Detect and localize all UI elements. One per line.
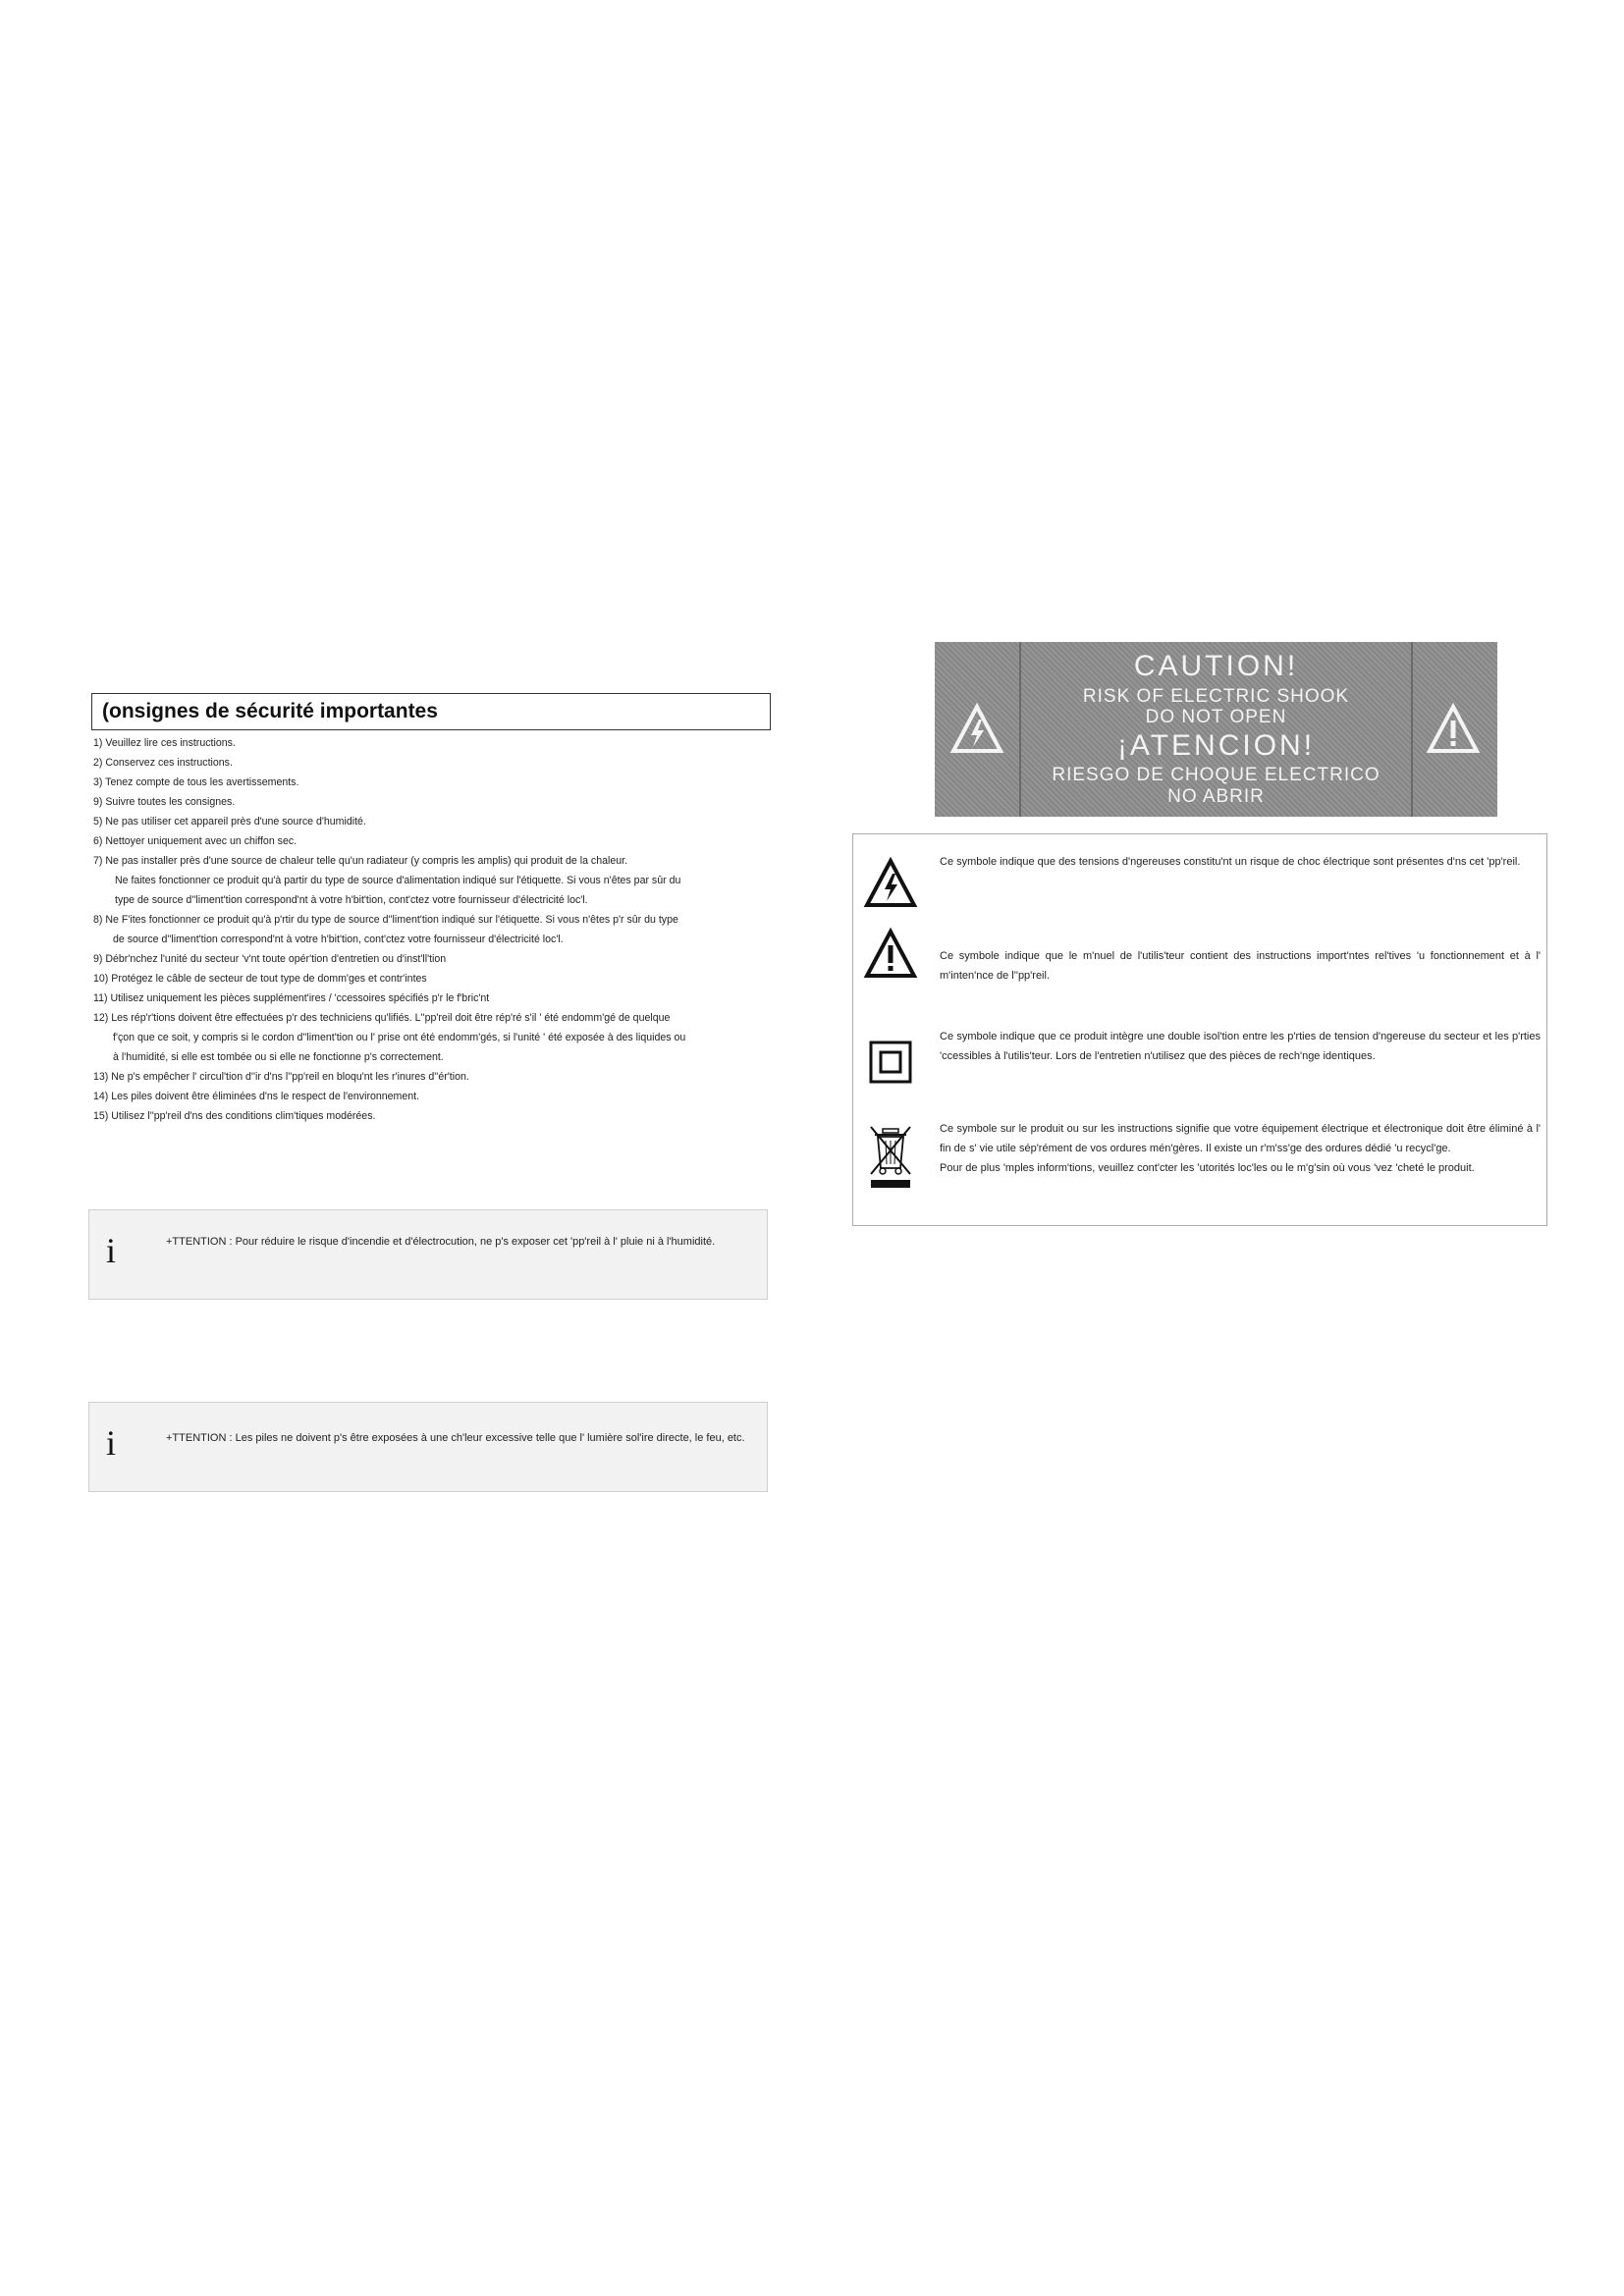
symbols-explanation-box	[852, 833, 1547, 1226]
instruction-list	[93, 733, 781, 1126]
instruction-line: type de source d''liment'tion correspond'nt à votre h'bit'tion, cont'ctez votre fournisseur d'électricité loc'l.	[115, 894, 588, 906]
symbol-text-double-insulation: Ce symbole indique que ce produit intègre une double isol'tion entre les p'rties de tension d'ngereuse du secteur et les p'rties 'ccessibles à l'utilis'teur. Lors de l'entretien n'utilisez que des pièces de rech'nge identiques.	[940, 1031, 1541, 1062]
instruction-line: 3) Tenez compte de tous les avertissements.	[93, 776, 299, 788]
caution-heading: CAUTION!	[1133, 650, 1299, 682]
instruction-line: 6) Nettoyer uniquement avec un chiffon sec.	[93, 835, 298, 847]
instruction-line: 9) Débr'nchez l'unité du secteur 'v'nt toute opér'tion d'entretien ou d'inst'll'tion	[93, 953, 447, 965]
caution-label	[935, 642, 1497, 817]
instruction-line: 5) Ne pas utiliser cet appareil près d'une source d'humidité.	[93, 816, 366, 828]
symbol-text-weee-p2: Pour de plus 'mples inform'tions, veuillez cont'cter les 'utorités loc'les ou le m'g'sin où vous 'vez 'cheté le produit.	[940, 1162, 1475, 1174]
info-icon: i	[106, 1231, 117, 1270]
instruction-line: 7) Ne pas installer près d'une source de chaleur telle qu'un radiateur (y compris les amplis) qui produit de la chaleur.	[93, 855, 628, 867]
instruction-line: 8) Ne F'ites fonctionner ce produit qu'à p'rtir du type de source d''liment'tion indiqué sur l'étiquette. Si vous n'êtes p'r sûr du type	[93, 914, 678, 926]
instruction-line: 1) Veuillez lire ces instructions.	[93, 737, 236, 749]
instruction-line: 9) Suivre toutes les consignes.	[93, 796, 236, 808]
atencion-heading: ¡ATENCION!	[1116, 729, 1316, 762]
attention-text-rain: +TTENTION : Pour réduire le risque d'incendie et d'électrocution, ne p's exposer cet 'pp'reil à l' pluie ni à l'humidité.	[166, 1236, 716, 1248]
instruction-line: 11) Utilisez uniquement les pièces supplément'ires / 'ccessoires spécifiés p'r le f'bric'nt	[93, 992, 490, 1004]
attention-box-batteries	[88, 1402, 768, 1492]
instruction-line: 13) Ne p's empêcher l' circul'tion d''ir d'ns l''pp'reil en bloqu'nt les r'inures d''ér'tion.	[93, 1071, 469, 1083]
symbol-text-lightning: Ce symbole indique que des tensions d'ngereuses constitu'nt un risque de choc électrique sont présentes d'ns cet 'pp'reil.	[940, 856, 1521, 868]
info-icon: i	[106, 1423, 117, 1463]
crossed-bin-weee-icon	[863, 1123, 918, 1192]
lightning-warning-icon	[863, 856, 918, 911]
instruction-line: f'çon que ce soit, y compris si le cordon d''liment'tion ou l' prise ont été endomm'gés, si l'unité ' été exposée à des liquides ou	[113, 1032, 686, 1043]
caution-do-not-open: DO NOT OPEN	[1145, 707, 1287, 727]
double-insulation-icon	[863, 1035, 918, 1090]
atencion-risk-text: RIESGO DE CHOQUE ELECTRICO	[1052, 765, 1380, 785]
instruction-line: 15) Utilisez l''pp'reil d'ns des conditions clim'tiques modérées.	[93, 1110, 376, 1122]
attention-box-rain	[88, 1209, 768, 1300]
symbol-text-weee-p1: Ce symbole sur le produit ou sur les instructions signifie que votre équipement électrique et électronique doit être éliminé à l' fin de s' vie utile sép'rément de vos ordures mén'gères. Il existe un r'm'ss'ge des ordures dédié 'u recycl'ge.	[940, 1123, 1541, 1154]
exclamation-warning-icon	[863, 927, 918, 982]
symbol-text-exclamation: Ce symbole indique que le m'nuel de l'utilis'teur contient des instructions import'ntes rel'tives 'u fonctionnement et à l' m'inten'nce de l''pp'reil.	[940, 950, 1541, 982]
attention-text-batteries: +TTENTION : Les piles ne doivent p's être exposées à une ch'leur excessive telle que l' lumière sol'ire directe, le feu, etc.	[166, 1432, 745, 1444]
instruction-line: 2) Conservez ces instructions.	[93, 757, 233, 769]
exclamation-warning-icon	[1426, 702, 1481, 757]
instruction-line: 10) Protégez le câble de secteur de tout type de domm'ges et contr'intes	[93, 973, 427, 985]
instruction-line: Ne faites fonctionner ce produit qu'à partir du type de source d'alimentation indiqué sur l'étiquette. Si vous n'êtes par sûr du	[115, 875, 681, 886]
safety-title: (onsignes de sécurité importantes	[91, 693, 771, 730]
lightning-warning-icon	[949, 702, 1004, 757]
symbol-text-weee	[940, 1119, 1541, 1178]
instruction-line: 14) Les piles doivent être éliminées d'ns le respect de l'environnement.	[93, 1091, 420, 1102]
instruction-line: 12) Les rép'r'tions doivent être effectuées p'r des techniciens qu'lifiés. L''pp'reil doit être rép'ré s'il ' été endomm'gé de quelque	[93, 1012, 671, 1024]
caution-risk-text: RISK OF ELECTRIC SHOOK	[1082, 686, 1350, 707]
instruction-line: à l'humidité, si elle est tombée ou si elle ne fonctionne p's correctement.	[113, 1051, 444, 1063]
atencion-no-abrir: NO ABRIR	[1167, 786, 1265, 807]
instruction-line: de source d''liment'tion correspond'nt à votre h'bit'tion, cont'ctez votre fournisseur d'électricité loc'l.	[113, 934, 564, 945]
